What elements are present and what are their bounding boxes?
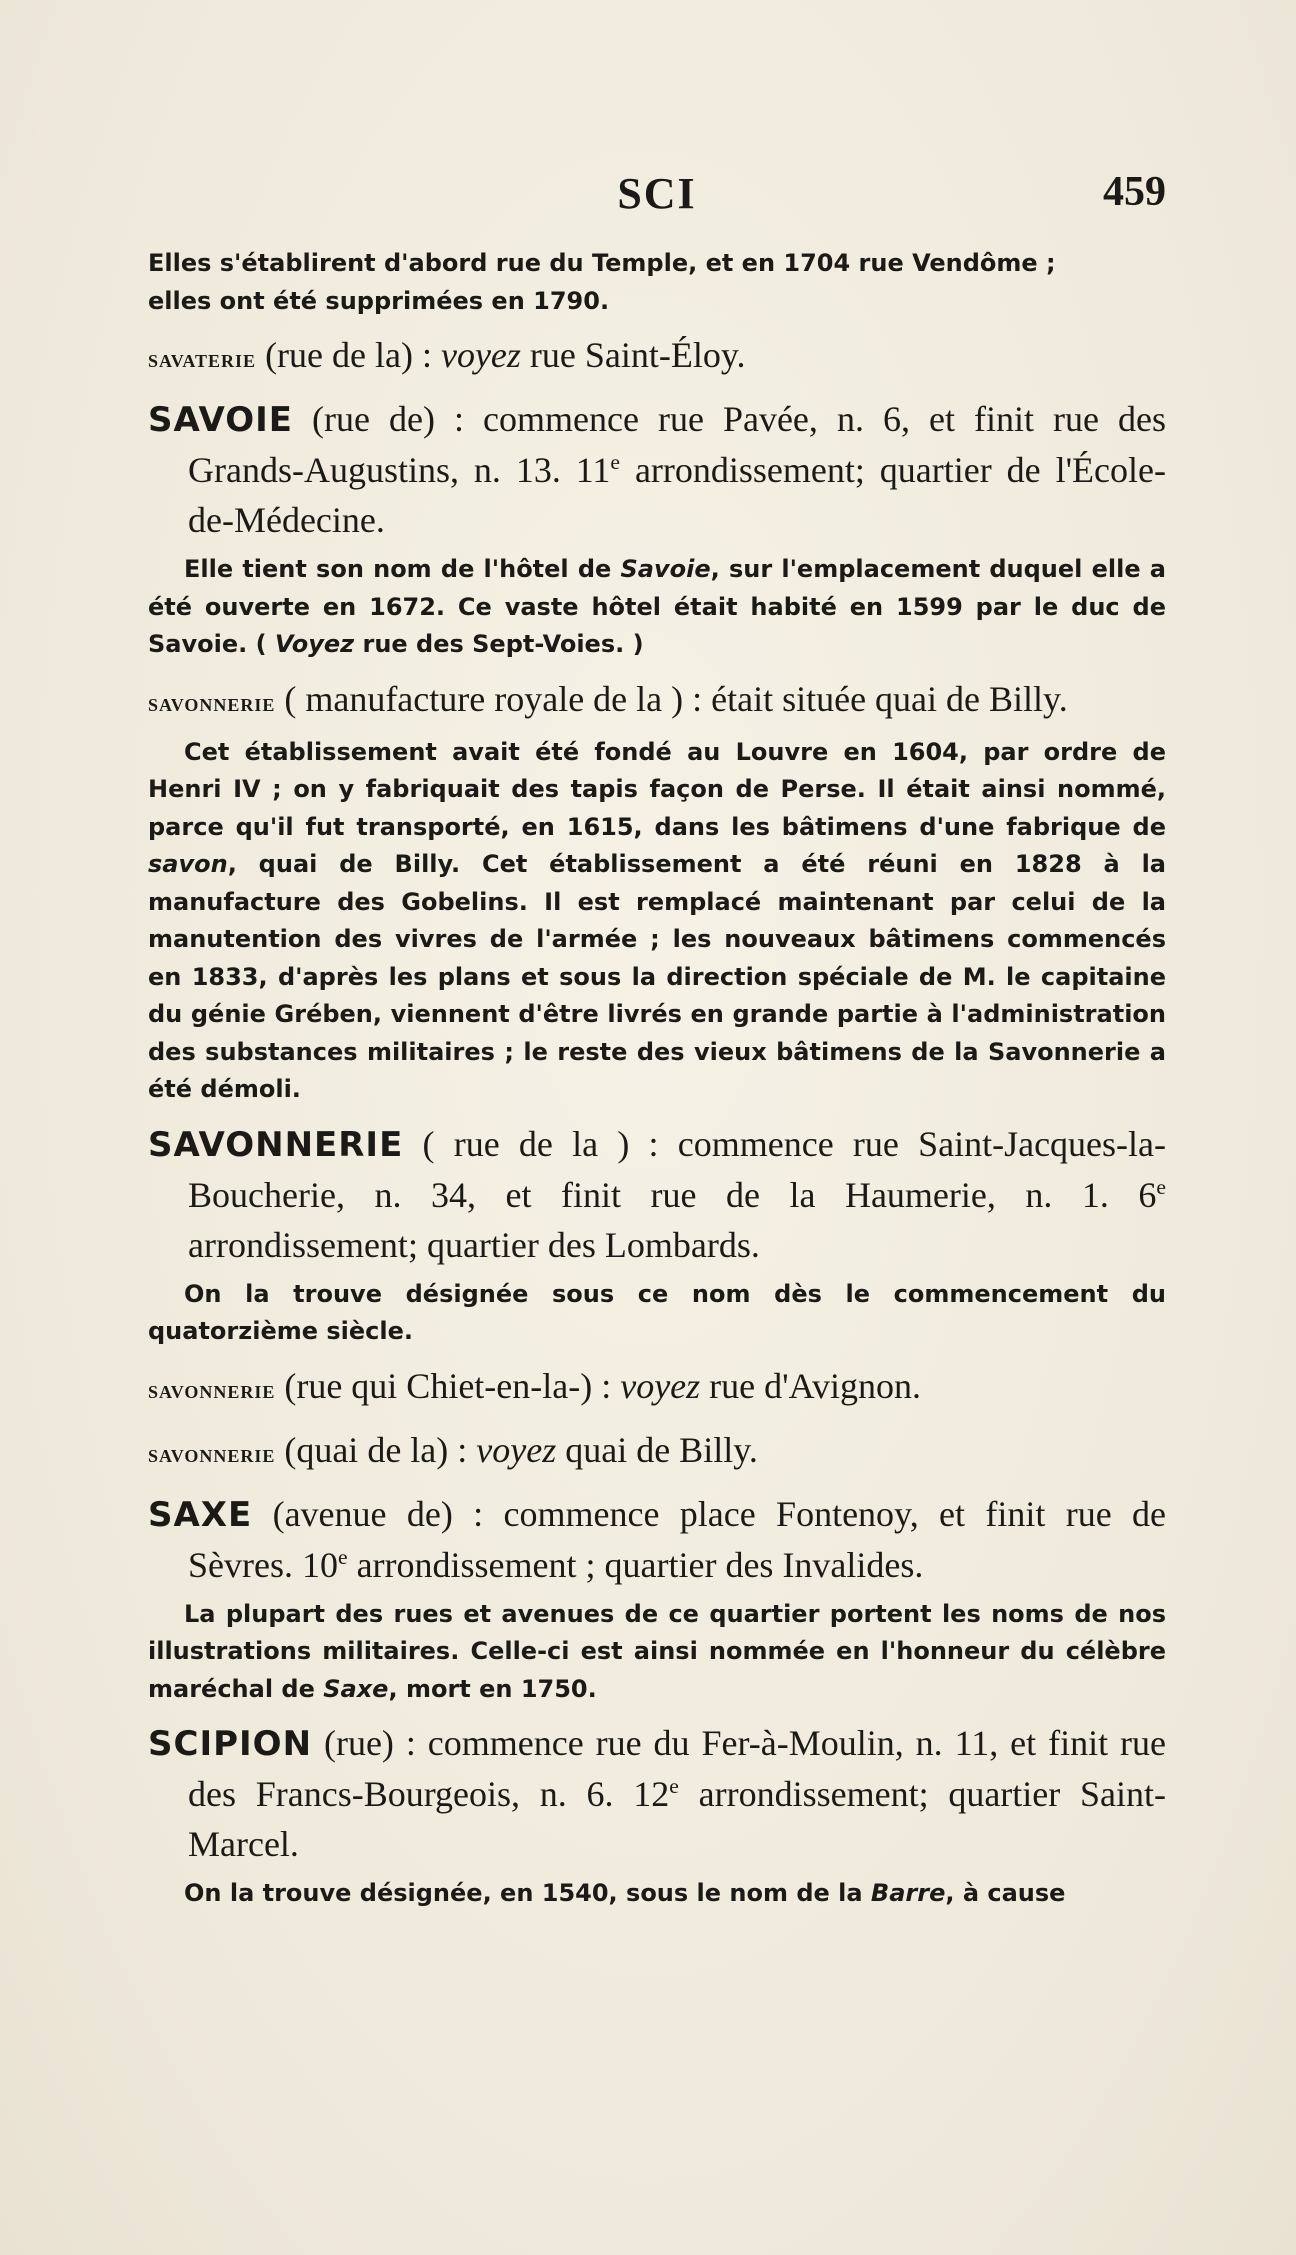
entry-italic: voyez bbox=[440, 335, 521, 375]
note-text: , sur l'emplacement duquel elle a été ouverte en 1672. Ce vaste hôtel était habité en 1599 par le duc de Savoie. ( bbox=[148, 555, 1166, 658]
entry-saxe bbox=[148, 1489, 1166, 1590]
note-text: , quai de Billy. Cet établissement a été réuni en 1828 à la manufacture des Gobelins. Il est remplacé maintenant par celui de la manutention des vivres de l'armée ; les nouveaux bâtimens commencés en 1833, d'après les plans et sous la direction spéciale de M. le capitaine du génie Grében, viennent d'être livrés en grande partie à l'administration des substances militaires ; le reste des vieux bâtimens de la Savonnerie a été démoli. bbox=[148, 850, 1166, 1103]
ordinal-superscript: e bbox=[610, 450, 621, 474]
entry-headword: SAVONNERIE bbox=[148, 1124, 404, 1165]
entry-text: arrondissement ; quartier des Invalides. bbox=[347, 1544, 924, 1585]
ordinal-superscript: e bbox=[669, 1774, 679, 1798]
note-saxe bbox=[148, 1596, 1166, 1709]
note-line: Elles s'établirent d'abord rue du Temple, et en 1704 rue Vendôme ; bbox=[148, 249, 1056, 277]
note-savonnerie-rue bbox=[148, 1276, 1166, 1351]
entry-text: (rue de la) : bbox=[256, 335, 441, 375]
entry-text: (rue) : commence rue du Fer-à-Moulin, n. 11, et finit rue des Francs-Bourgeois, n. 6. 12 bbox=[188, 1723, 1166, 1814]
entry-text: quai de Billy. bbox=[556, 1429, 758, 1470]
entry-savonnerie-manufacture bbox=[148, 674, 1166, 728]
header-abbreviation: SCI bbox=[617, 169, 697, 218]
note-scipion bbox=[148, 1875, 1166, 1913]
page-body bbox=[148, 245, 1166, 1913]
entry-scipion bbox=[148, 1718, 1166, 1869]
note-line: elles ont été supprimées en 1790. bbox=[148, 286, 610, 315]
note-text: On la trouve désignée, en 1540, sous le nom de la bbox=[184, 1879, 871, 1907]
note-text: rue des Sept-Voies. ) bbox=[354, 630, 644, 658]
note-italic: savon bbox=[148, 850, 228, 878]
entry-headword: savaterie bbox=[148, 344, 257, 373]
entry-text: (quai de la) : bbox=[275, 1429, 477, 1470]
entry-headword: savonnerie bbox=[148, 1374, 276, 1404]
entry-savonnerie-chiet bbox=[148, 1361, 1166, 1415]
note-italic: Saxe bbox=[323, 1674, 389, 1703]
entry-text: ( manufacture royale de la ) : était située quai de Billy. bbox=[275, 678, 1068, 719]
ordinal-superscript: e bbox=[337, 1544, 348, 1569]
entry-text: ( rue de la ) : commence rue Saint-Jacques-la-Boucherie, n. 34, et finit rue de la Haumerie, n. 1. 6 bbox=[188, 1123, 1166, 1215]
note-italic: Barre bbox=[870, 1879, 946, 1907]
note-text: La plupart des rues et avenues de ce quartier portent les noms de nos illustrations militaires. Celle-ci est ainsi nommée en l'honneur du célèbre maréchal de bbox=[148, 1599, 1166, 1703]
entry-savoie bbox=[148, 394, 1166, 545]
page-number: 459 bbox=[1103, 169, 1166, 215]
entry-savaterie bbox=[148, 330, 1166, 384]
entry-italic: voyez bbox=[620, 1365, 701, 1406]
note-savonnerie-manufacture bbox=[148, 734, 1166, 1109]
note-text: Cet établissement avait été fondé au Louvre en 1604, par ordre de Henri IV ; on y fabriquait des tapis façon de Perse. Il était ainsi nommé, parce qu'il fut transporté, en 1615, dans les bâtimens d'une fabrique de bbox=[148, 737, 1166, 841]
entry-savonnerie-quai bbox=[148, 1425, 1166, 1479]
entry-headword: savonnerie bbox=[148, 1438, 276, 1468]
entry-headword: SCIPION bbox=[148, 1724, 313, 1764]
entry-italic: voyez bbox=[476, 1429, 557, 1470]
entry-text: (rue qui Chiet-en-la-) : bbox=[275, 1365, 621, 1406]
note-continuation bbox=[148, 245, 1166, 320]
note-text: Elle tient son nom de l'hôtel de bbox=[184, 555, 621, 583]
note-savoie bbox=[148, 551, 1166, 664]
entry-text: rue d'Avignon. bbox=[700, 1365, 921, 1406]
entry-text: arrondissement; quartier de l'École-de-Médecine. bbox=[188, 450, 1166, 540]
entry-headword: savonnerie bbox=[148, 687, 276, 717]
entry-text: (avenue de) : commence place Fontenoy, et finit rue de Sèvres. 10 bbox=[188, 1493, 1166, 1585]
entry-headword: SAXE bbox=[148, 1494, 253, 1535]
note-italic: Savoie bbox=[620, 555, 711, 583]
entry-text: arrondissement; quartier Saint-Marcel. bbox=[188, 1774, 1167, 1864]
ordinal-superscript: e bbox=[1156, 1174, 1166, 1199]
entry-text: rue Saint-Éloy. bbox=[520, 335, 746, 375]
entry-text: (rue de) : commence rue Pavée, n. 6, et finit rue des Grands-Augustins, n. 13. 11 bbox=[188, 399, 1166, 490]
entry-text: arrondissement; quartier des Lombards. bbox=[188, 1224, 760, 1265]
note-text: On la trouve désignée sous ce nom dès le commencement du quatorzième siècle. bbox=[148, 1279, 1166, 1345]
entry-headword: SAVOIE bbox=[148, 400, 293, 440]
entry-savonnerie-rue bbox=[148, 1119, 1166, 1270]
note-text: , mort en 1750. bbox=[388, 1674, 597, 1703]
note-italic: Voyez bbox=[274, 630, 355, 658]
running-header bbox=[148, 168, 1166, 228]
note-text: , à cause bbox=[945, 1879, 1066, 1907]
